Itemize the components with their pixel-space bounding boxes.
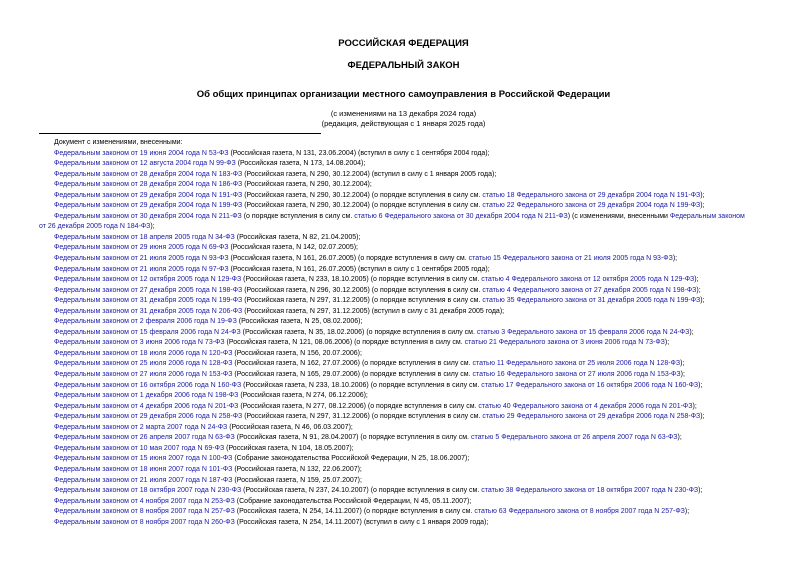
amendment-details: ) (с изменениями, внесенными <box>567 212 670 220</box>
amendment-entry <box>39 286 789 297</box>
amendment-entry <box>39 307 789 318</box>
amendment-law-link[interactable]: Федеральным законом от 15 февраля 2006 года N 24-ФЗ <box>54 328 241 336</box>
amendment-details: ); <box>680 371 685 379</box>
amendment-law-link[interactable]: Федеральным законом от 18 июня 2007 года N 101-ФЗ <box>54 465 233 473</box>
amendment-details: (Российская газета, N 297, 31.12.2005) (вступил в силу с 31 декабря 2005 года); <box>242 307 505 315</box>
doc-type-heading: ФЕДЕРАЛЬНЫЙ ЗАКОН <box>347 60 460 71</box>
amending-law-link[interactable]: Федеральным законом <box>669 212 745 220</box>
amendment-entry <box>39 254 789 265</box>
amendment-details: (Российская газета, N 25, 08.02.2006); <box>236 318 363 326</box>
amendment-details: (Российская газета, N 173, 14.08.2004); <box>235 160 366 168</box>
amendment-law-link[interactable]: Федеральным законом от 29 декабря 2006 года N 258-ФЗ <box>54 413 243 421</box>
amendment-details: (Российская газета, N 121, 08.06.2006) (о порядке вступления в силу см. <box>224 339 465 347</box>
amendment-entry <box>39 349 789 360</box>
amendment-entry <box>39 170 789 181</box>
amendment-entry <box>39 296 789 307</box>
amendment-entry <box>39 433 789 444</box>
amendment-entry <box>39 338 789 349</box>
amendment-law-link[interactable]: Федеральным законом от 3 июня 2006 года N 73-ФЗ <box>54 339 225 347</box>
effective-article-link[interactable]: статью 5 Федерального закона от 26 апреля 2007 года N 63-ФЗ <box>470 434 678 442</box>
amendment-law-link[interactable]: Федеральным законом от 29 декабря 2004 года N 199-ФЗ <box>54 202 243 210</box>
changes-note: (с изменениями на 13 декабря 2024 года) <box>330 109 477 118</box>
amendment-entry <box>39 486 789 497</box>
amendment-details: (Российская газета, N 254, 14.11.2007) (о порядке вступления в силу см. <box>234 508 475 516</box>
amendment-law-link[interactable]: Федеральным законом от 2 марта 2007 года N 24-ФЗ <box>54 423 228 431</box>
effective-article-link[interactable]: статью 40 Федерального закона от 4 декабря 2006 года N 201-ФЗ <box>478 402 693 410</box>
amendment-law-link[interactable]: Федеральным законом от 16 октября 2006 года N 160-ФЗ <box>54 381 242 389</box>
amendment-entry <box>39 275 789 286</box>
amendment-details: (Российская газета, N 91, 28.04.2007) (о порядке вступления в силу см. <box>234 434 471 442</box>
amendment-law-link[interactable]: Федеральным законом от 31 декабря 2005 года N 199-ФЗ <box>54 297 243 305</box>
amendment-entry <box>39 412 789 423</box>
amendment-details: (Российская газета, N 161, 26.07.2005) (о порядке вступления в силу см. <box>228 255 469 263</box>
amendment-details: (Российская газета, N 142, 02.07.2005); <box>228 244 358 252</box>
amendment-details: ); <box>700 413 705 421</box>
amendment-entry <box>39 243 789 254</box>
amendment-law-link[interactable]: Федеральным законом от 29 декабря 2004 года N 191-ФЗ <box>54 191 243 199</box>
effective-article-link[interactable]: статью 17 Федерального закона от 16 октября 2006 года N 160-ФЗ <box>481 381 699 389</box>
amendment-entry <box>39 212 789 223</box>
amendment-entry <box>39 180 789 191</box>
amendment-details: ); <box>689 328 694 336</box>
amendment-details: ); <box>680 360 685 368</box>
amendment-law-link[interactable]: Федеральным законом от 1 декабря 2006 года N 198-ФЗ <box>54 392 239 400</box>
amendment-law-link[interactable]: Федеральным законом от 19 июня 2004 года N 53-ФЗ <box>54 149 229 157</box>
amendment-law-link[interactable]: Федеральным законом от 21 июля 2007 года N 187-ФЗ <box>54 476 233 484</box>
amendment-details: (Российская газета, N 233, 18.10.2006) (о порядке вступления в силу см. <box>241 381 482 389</box>
amendment-details: (Российская газета, N 161, 26.07.2005) (вступил в силу с 1 сентября 2005 года); <box>228 265 490 273</box>
amendment-details: ); <box>700 297 705 305</box>
effective-article-link[interactable]: статью 16 Федерального закона от 27 июля 2006 года N 153-ФЗ <box>472 371 681 379</box>
amendment-details: (Российская газета, N 290, 30.12.2004) (вступил в силу с 1 января 2005 года); <box>242 170 497 178</box>
amendment-details: ); <box>684 508 690 516</box>
amendment-law-link[interactable]: Федеральным законом от 31 декабря 2005 года N 206-ФЗ <box>54 307 243 315</box>
amendment-law-link[interactable]: Федеральным законом от 29 июня 2005 года N 69-ФЗ <box>54 244 229 252</box>
amendments-intro: Документ с изменениями, внесенными: <box>54 139 183 146</box>
amendment-entry <box>39 518 789 529</box>
amendment-details: (Российская газета, N 254, 14.11.2007) (вступил в силу с 1 января 2009 года); <box>234 518 489 526</box>
country-heading: РОССИЙСКАЯ ФЕДЕРАЦИЯ <box>338 38 469 49</box>
amendment-law-link[interactable]: Федеральным законом от 30 декабря 2004 года N 211-ФЗ <box>54 212 242 220</box>
amendment-details: (Российская газета, N 233, 18.10.2005) (о порядке вступления в силу см. <box>241 276 482 284</box>
amendment-entry <box>39 454 789 465</box>
amendment-details: (Российская газета, N 162, 27.07.2006) (о порядке вступления в силу см. <box>232 360 473 368</box>
amendment-details: (Российская газета, N 131, 23.06.2004) (вступил в силу с 1 сентября 2004 года); <box>228 149 490 157</box>
amendment-law-link[interactable]: Федеральным законом от 10 мая 2007 года N 69-ФЗ <box>54 444 225 452</box>
effective-article-link[interactable]: статью 21 Федерального закона от 3 июня 2006 года N 73-ФЗ <box>464 339 665 347</box>
amendment-details: (Российская газета, N 237, 24.10.2007) (о порядке вступления в силу см. <box>241 487 482 495</box>
amendment-entry <box>39 381 789 392</box>
amendment-law-link[interactable]: Федеральным законом от 18 октября 2007 года N 230-ФЗ <box>54 487 242 495</box>
amendment-law-link[interactable]: Федеральным законом от 4 декабря 2006 года N 201-ФЗ <box>54 402 239 410</box>
effective-article-link[interactable]: статью 6 Федерального закона от 30 декабря 2004 года N 211-ФЗ <box>354 212 568 220</box>
amendment-details: ); <box>150 223 155 231</box>
amendment-details: (Собрание законодательства Российской Федерации, N 25, 18.06.2007); <box>232 455 470 463</box>
amendment-details: (Российская газета, N 297, 31.12.2005) (о порядке вступления в силу см. <box>242 297 483 305</box>
amendment-details: (Российская газета, N 46, 06.03.2007); <box>227 423 353 431</box>
amendment-details: (Собрание законодательства Российской Федерации, N 45, 05.11.2007); <box>234 497 472 505</box>
amendment-law-link[interactable]: Федеральным законом от 27 июля 2006 года N 153-ФЗ <box>54 371 233 379</box>
amendment-law-link[interactable]: Федеральным законом от 8 ноября 2007 года N 257-ФЗ <box>54 508 235 516</box>
amendment-details: ); <box>700 191 705 199</box>
amending-law-link[interactable]: от 26 декабря 2005 года N 184-ФЗ <box>39 223 151 231</box>
amendment-entry <box>39 465 789 476</box>
amendment-entry <box>39 402 789 413</box>
amendment-details: (о порядке вступления в силу см. <box>241 212 355 220</box>
amendment-details: ); <box>694 276 699 284</box>
amendment-entry <box>39 191 789 202</box>
effective-article-link[interactable]: статью 29 Федерального закона от 29 декабря 2006 года N 258-ФЗ <box>482 413 701 421</box>
amendment-entry <box>39 370 789 381</box>
effective-article-link[interactable]: статью 4 Федерального закона от 12 октября 2005 года N 129-ФЗ <box>481 276 695 284</box>
effective-article-link[interactable]: статью 15 Федерального закона от 21 июля 2005 года N 93-ФЗ <box>468 255 673 263</box>
amendment-details: ); <box>698 487 703 495</box>
document-title: Об общих принципах организации местного самоуправления в Российской Федерации <box>196 89 611 100</box>
amendment-entry-continuation <box>39 222 789 233</box>
separator-line <box>39 133 321 134</box>
amendment-entry <box>39 265 789 276</box>
amendment-law-link[interactable]: Федеральным законом от 26 апреля 2007 года N 63-ФЗ <box>54 434 235 442</box>
amendment-entry <box>39 497 789 508</box>
amendment-details: (Российская газета, N 290, 30.12.2004) (о порядке вступления в силу см. <box>242 202 483 210</box>
effective-article-link[interactable]: статью 18 Федерального закона от 29 декабря 2004 года N 191-ФЗ <box>482 191 701 199</box>
amendment-details: ); <box>672 255 678 263</box>
amendment-entry <box>39 444 789 455</box>
amendment-entry <box>39 201 789 212</box>
amendment-details: (Российская газета, N 35, 18.02.2006) (о порядке вступления в силу см. <box>240 328 477 336</box>
amendment-details: (Российская газета, N 132, 22.06.2007); <box>232 465 362 473</box>
amendment-entry <box>39 507 789 518</box>
amendment-details: ); <box>692 402 697 410</box>
amendment-entry <box>39 476 789 487</box>
amendment-law-link[interactable]: Федеральным законом от 28 декабря 2004 года N 186-ФЗ <box>54 181 243 189</box>
amendment-details: (Российская газета, N 104, 18.05.2007); <box>224 444 354 452</box>
amendment-details: (Российская газета, N 277, 08.12.2006) (о порядке вступления в силу см. <box>238 402 479 410</box>
amendment-law-link[interactable]: Федеральным законом от 4 ноября 2007 года N 253-ФЗ <box>54 497 235 505</box>
amendment-law-link[interactable]: Федеральным законом от 18 апреля 2005 года N 34-ФЗ <box>54 233 235 241</box>
amendment-details: ); <box>664 339 670 347</box>
amendment-entry <box>39 233 789 244</box>
amendment-law-link[interactable]: Федеральным законом от 21 июля 2005 года N 93-ФЗ <box>54 255 229 263</box>
effective-article-link[interactable]: статью 35 Федерального закона от 31 декабря 2005 года N 199-ФЗ <box>482 297 701 305</box>
amendment-details: (Российская газета, N 290, 30.12.2004); <box>242 181 372 189</box>
effective-article-link[interactable]: статью 3 Федерального закона от 15 февраля 2006 года N 24-ФЗ <box>476 328 690 336</box>
amendment-details: (Российская газета, N 296, 30.12.2005) (о порядке вступления в силу см. <box>242 286 483 294</box>
amendment-entry <box>39 328 789 339</box>
amendment-details: ); <box>700 202 705 210</box>
amendment-entry <box>39 359 789 370</box>
amendment-entry <box>39 391 789 402</box>
amendment-law-link[interactable]: Федеральным законом от 2 февраля 2006 года N 19-ФЗ <box>54 318 237 326</box>
amendment-entry <box>39 423 789 434</box>
amendment-details: (Российская газета, N 274, 06.12.2006); <box>238 392 368 400</box>
effective-article-link[interactable]: статью 38 Федерального закона от 18 октября 2007 года N 230-ФЗ <box>481 487 699 495</box>
effective-article-link[interactable]: статью 22 Федерального закона от 29 декабря 2004 года N 199-ФЗ <box>482 202 701 210</box>
amendment-details: ); <box>677 434 682 442</box>
amendment-details: (Российская газета, N 156, 20.07.2006); <box>232 349 362 357</box>
amendment-details: ); <box>698 381 703 389</box>
amendment-details: (Российская газета, N 82, 21.04.2005); <box>234 233 361 241</box>
effective-article-link[interactable]: статью 4 Федерального закона от 27 декабря 2005 года N 198-ФЗ <box>482 286 697 294</box>
amendment-entry <box>39 159 789 170</box>
amendment-entry <box>39 149 789 160</box>
edition-note: (редакция, действующая с 1 января 2025 года) <box>321 119 486 128</box>
amendment-entry <box>39 317 789 328</box>
amendment-law-link[interactable]: Федеральным законом от 21 июля 2005 года N 97-ФЗ <box>54 265 229 273</box>
amendment-law-link[interactable]: Федеральным законом от 27 декабря 2005 года N 198-ФЗ <box>54 286 243 294</box>
amendments-list <box>39 138 789 528</box>
effective-article-link[interactable]: статью 63 Федерального закона от 8 ноября 2007 года N 257-ФЗ <box>474 508 685 516</box>
amendment-law-link[interactable]: Федеральным законом от 8 ноября 2007 года N 260-ФЗ <box>54 518 235 526</box>
amendment-law-link[interactable]: Федеральным законом от 12 августа 2004 года N 99-ФЗ <box>54 160 236 168</box>
amendment-details: ); <box>696 286 701 294</box>
amendment-law-link[interactable]: Федеральным законом от 18 июля 2006 года N 120-ФЗ <box>54 349 233 357</box>
amendment-details: (Российская газета, N 290, 30.12.2004) (о порядке вступления в силу см. <box>242 191 483 199</box>
amendment-details: (Российская газета, N 159, 25.07.2007); <box>232 476 362 484</box>
amendment-law-link[interactable]: Федеральным законом от 28 декабря 2004 года N 183-ФЗ <box>54 170 243 178</box>
amendment-details: (Российская газета, N 297, 31.12.2006) (о порядке вступления в силу см. <box>242 413 483 421</box>
effective-article-link[interactable]: статью 11 Федерального закона от 25 июля 2006 года N 128-ФЗ <box>472 360 681 368</box>
amendment-details: (Российская газета, N 165, 29.07.2006) (о порядке вступления в силу см. <box>232 371 473 379</box>
amendment-law-link[interactable]: Федеральным законом от 12 октября 2005 года N 129-ФЗ <box>54 276 242 284</box>
amendment-law-link[interactable]: Федеральным законом от 15 июня 2007 года N 100-ФЗ <box>54 455 233 463</box>
amendment-law-link[interactable]: Федеральным законом от 25 июля 2006 года N 128-ФЗ <box>54 360 233 368</box>
